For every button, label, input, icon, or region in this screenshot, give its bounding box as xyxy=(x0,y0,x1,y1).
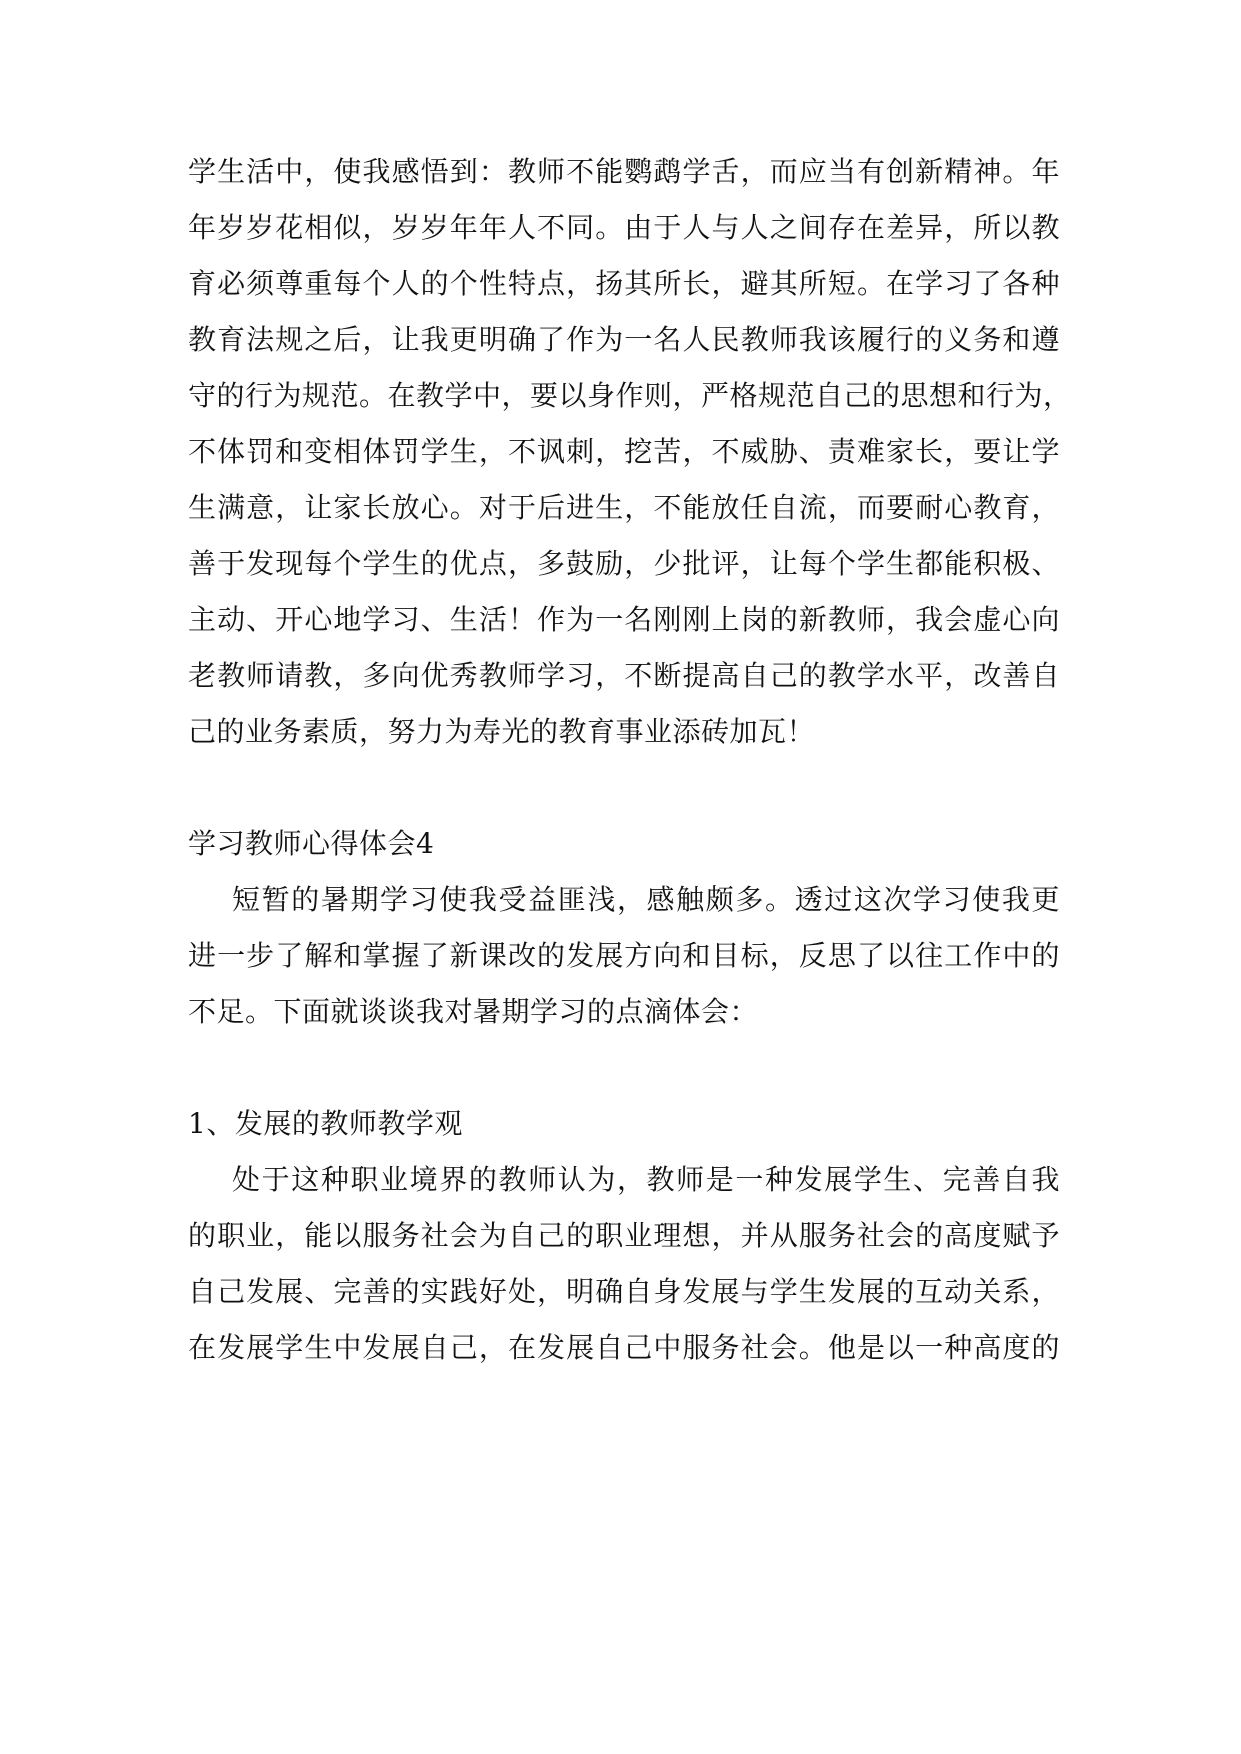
paragraph-line: 处于这种职业境界的教师认为，教师是一种发展学生、完善自我 xyxy=(232,1163,1060,1196)
paragraph-line: 在发展学生中发展自己，在发展自己中服务社会。他是以一种高度的 xyxy=(188,1331,1060,1364)
paragraph-line: 学生活中，使我感悟到：教师不能鹦鹉学舌，而应当有创新精神。年 xyxy=(188,155,1060,188)
subheading: 1、发展的教师教学观 xyxy=(188,1107,463,1140)
section-title: 学习教师心得体会4 xyxy=(188,827,435,860)
paragraph-line: 主动、开心地学习、生活！作为一名刚刚上岗的新教师，我会虚心向 xyxy=(188,603,1060,636)
paragraph-line: 生满意，让家长放心。对于后进生，不能放任自流，而要耐心教育， xyxy=(188,491,1060,524)
paragraph-line: 自己发展、完善的实践好处，明确自身发展与学生发展的互动关系， xyxy=(188,1275,1060,1308)
paragraph-line: 善于发现每个学生的优点，多鼓励，少批评，让每个学生都能积极、 xyxy=(188,547,1060,580)
paragraph-line: 育必须尊重每个人的个性特点，扬其所长，避其所短。在学习了各种 xyxy=(188,267,1060,300)
paragraph-line: 的职业，能以服务社会为自己的职业理想，并从服务社会的高度赋予 xyxy=(188,1219,1060,1252)
paragraph-line: 不足。下面就谈谈我对暑期学习的点滴体会： xyxy=(188,995,759,1028)
paragraph-line: 守的行为规范。在教学中，要以身作则，严格规范自己的思想和行为， xyxy=(188,379,1072,412)
paragraph-line: 短暂的暑期学习使我受益匪浅，感触颇多。透过这次学习使我更 xyxy=(232,883,1060,916)
paragraph-line: 己的业务素质，努力为寿光的教育事业添砖加瓦！ xyxy=(188,715,816,748)
paragraph-line: 年岁岁花相似，岁岁年年人不同。由于人与人之间存在差异，所以教 xyxy=(188,211,1060,244)
paragraph-line: 不体罚和变相体罚学生，不讽刺，挖苦，不威胁、责难家长，要让学 xyxy=(188,435,1060,468)
paragraph-line: 进一步了解和掌握了新课改的发展方向和目标，反思了以往工作中的 xyxy=(188,939,1060,972)
paragraph-line: 教育法规之后，让我更明确了作为一名人民教师我该履行的义务和遵 xyxy=(188,323,1060,356)
paragraph-line: 老教师请教，多向优秀教师学习，不断提高自己的教学水平，改善自 xyxy=(188,659,1060,692)
